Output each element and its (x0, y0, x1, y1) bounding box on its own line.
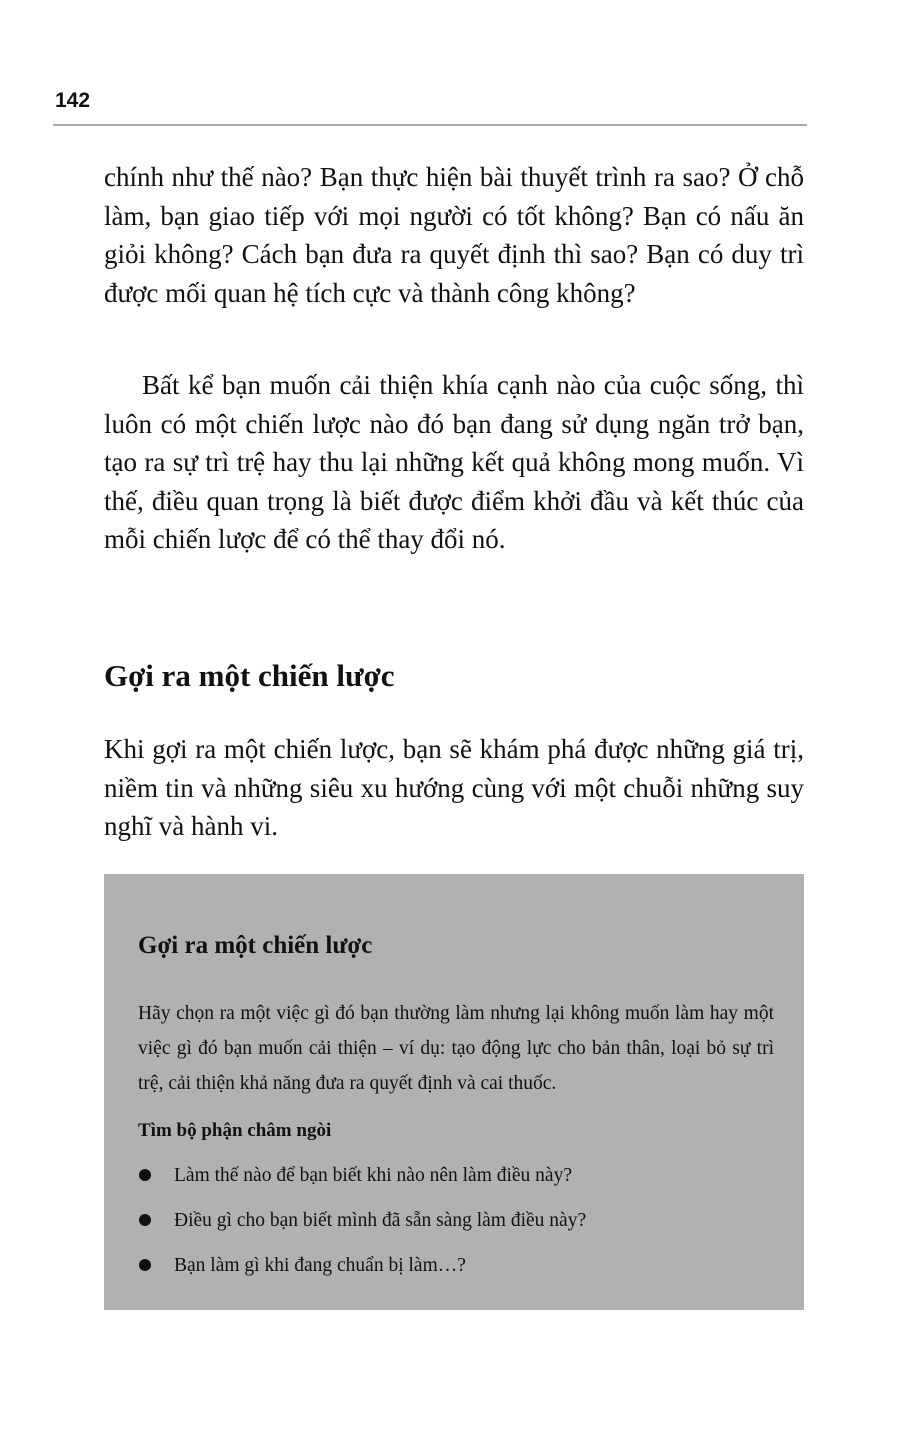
bullet-icon (139, 1214, 151, 1226)
body-paragraph-continued: chính như thế nào? Bạn thực hiện bài thuyết trình ra sao? Ở chỗ làm, bạn giao tiếp với mọi người có tốt không? Bạn có nấu ăn giỏi không? Cách bạn đưa ra quyết định thì sao? Bạn có duy trì được mối quan hệ tích cực và thành công không? (104, 162, 804, 308)
question-item (138, 1206, 586, 1251)
exercise-box (104, 874, 804, 1310)
question-text: Làm thế nào để bạn biết khi nào nên làm điều này? (174, 1165, 572, 1186)
question-list (138, 1161, 586, 1296)
question-text: Bạn làm gì khi đang chuẩn bị làm…? (174, 1255, 466, 1276)
exercise-box-subheading: Tìm bộ phận châm ngòi (138, 1120, 332, 1141)
body-paragraph: Bất kể bạn muốn cải thiện khía cạnh nào của cuộc sống, thì luôn có một chiến lược nào đó bạn đang sử dụng ngăn trở bạn, tạo ra sự trì trệ hay thu lại những kết quả không mong muốn. Vì thế, điều quan trọng là biết được điểm khởi đầu và kết thúc của mỗi chiến lược để có thể thay đổi nó. (104, 370, 804, 555)
header-rule (53, 124, 807, 126)
section-heading: Gợi ra một chiến lược (104, 658, 395, 693)
question-text: Điều gì cho bạn biết mình đã sẵn sàng làm điều này? (174, 1210, 587, 1231)
bullet-icon (139, 1259, 151, 1271)
page-number: 142 (55, 89, 91, 112)
question-item (138, 1251, 586, 1296)
bullet-icon (139, 1169, 151, 1181)
section-intro-paragraph: Khi gợi ra một chiến lược, bạn sẽ khám phá được những giá trị, niềm tin và những siêu xu hướng cùng với một chuỗi những suy nghĩ và hành vi. (104, 734, 804, 842)
question-item (138, 1161, 586, 1206)
exercise-box-body: Hãy chọn ra một việc gì đó bạn thường làm nhưng lại không muốn làm hay một việc gì đó bạn muốn cải thiện – ví dụ: tạo động lực cho bản thân, loại bỏ sự trì trệ, cải thiện khả năng đưa ra quyết định và cai thuốc. (138, 1003, 774, 1094)
exercise-box-title: Gợi ra một chiến lược (138, 932, 373, 959)
